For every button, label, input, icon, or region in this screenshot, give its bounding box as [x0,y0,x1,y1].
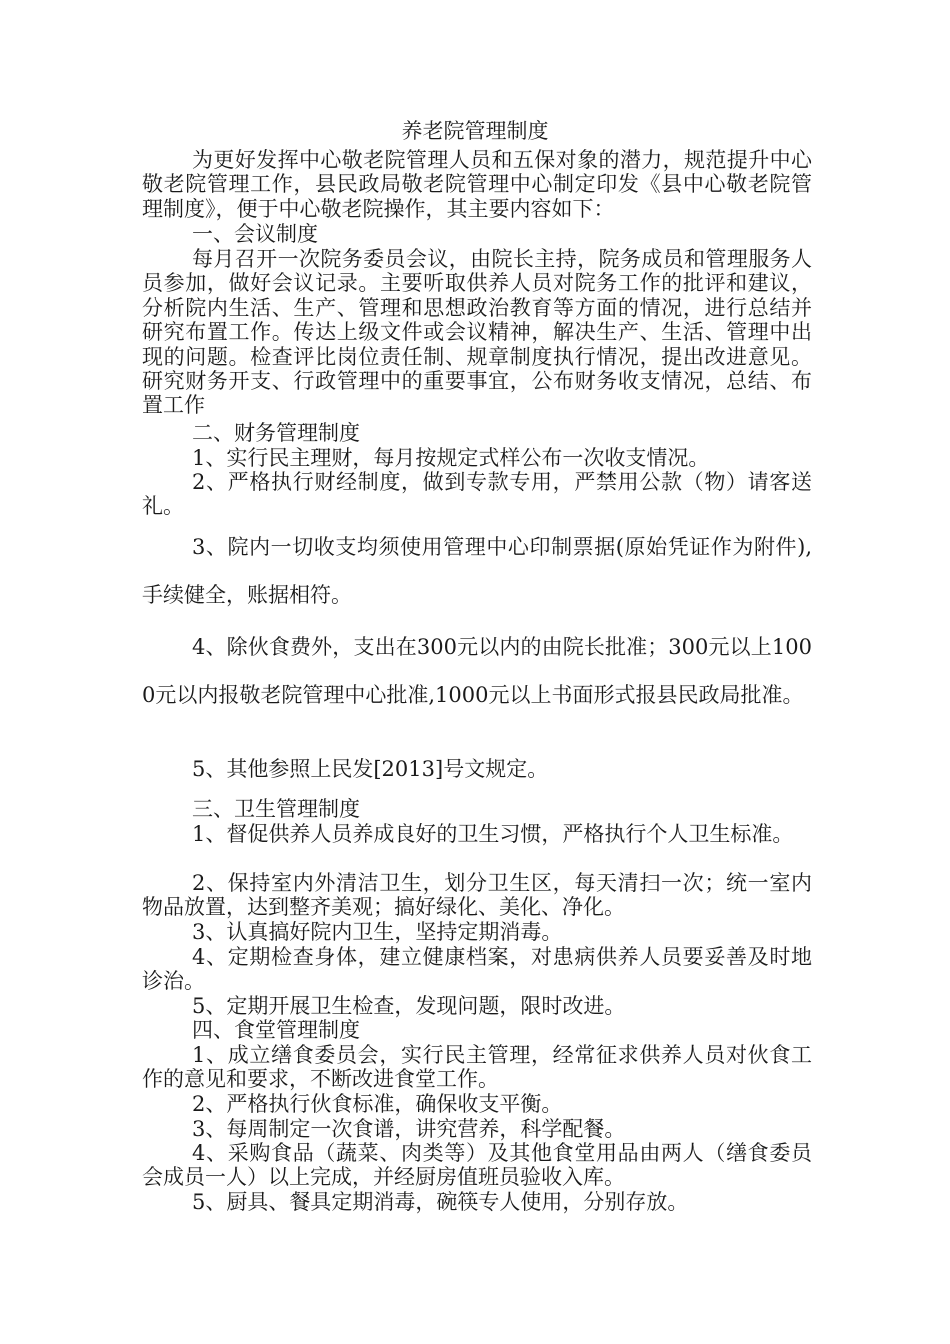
section-heading-hygiene: 三、卫生管理制度 [192,797,360,821]
finance-item-1: 1、实行民主理财，每月按规定式样公布一次收支情况。 [192,446,710,470]
finance-item-2: 2、严格执行财经制度，做到专款专用，严禁用公款（物）请客送礼。 [142,470,812,519]
hygiene-item-5: 5、定期开展卫生检查，发现问题，限时改进。 [192,994,626,1018]
canteen-item-1: 1、成立缮食委员会，实行民主管理，经常征求供养人员对伙食工作的意见和要求，不断改进食堂工作。 [142,1043,812,1092]
finance-item-4: 4、除伙食费外，支出在300元以内的由院长批准；300元以上1000元以内报敬老院管理中心批准,1000元以上书面形式报县民政局批准。 [142,635,812,707]
section-heading-canteen: 四、食堂管理制度 [192,1018,360,1042]
section-heading-finance: 二、财务管理制度 [192,421,360,445]
intro-paragraph: 为更好发挥中心敬老院管理人员和五保对象的潜力，规范提升中心敬老院管理工作，县民政局敬老院管理中心制定印发《县中心敬老院管理制度》，便于中心敬老院操作，其主要内容如下： [142,148,812,221]
canteen-item-2: 2、严格执行伙食标准，确保收支平衡。 [192,1092,563,1116]
document-title: 养老院管理制度 [401,119,549,143]
canteen-item-4: 4、采购食品（蔬菜、肉类等）及其他食堂用品由两人（缮食委员会成员一人）以上完成，并经厨房值班员验收入库。 [142,1141,812,1190]
finance-item-3: 3、院内一切收支均须使用管理中心印制票据(原始凭证作为附件),手续健全，账据相符。 [142,535,812,607]
hygiene-item-3: 3、认真搞好院内卫生，坚持定期消毒。 [192,920,563,944]
canteen-item-5: 5、厨具、餐具定期消毒，碗筷专人使用，分别存放。 [192,1190,689,1214]
hygiene-item-1: 1、督促供养人员养成良好的卫生习惯，严格执行个人卫生标准。 [192,822,794,846]
hygiene-item-2: 2、保持室内外清洁卫生，划分卫生区，每天清扫一次；统一室内物品放置，达到整齐美观；搞好绿化、美化、净化。 [142,871,812,920]
canteen-item-3: 3、每周制定一次食谱，讲究营养，科学配餐。 [192,1117,626,1141]
section-heading-meeting: 一、会议制度 [192,222,318,246]
meeting-paragraph: 每月召开一次院务委员会议，由院长主持，院务成员和管理服务人员参加，做好会议记录。主要听取供养人员对院务工作的批评和建议，分析院内生活、生产、管理和思想政治教育等方面的情况，进行总结并研究布置工作。传达上级文件或会议精神，解决生产、生活、管理中出现的问题。检查评比岗位责任制、规章制度执行情况，提出改进意见。研究财务开支、行政管理中的重要事宜，公布财务收支情况，总结、布置工作 [142,247,812,418]
hygiene-item-4: 4、定期检查身体，建立健康档案，对患病供养人员要妥善及时地诊治。 [142,945,812,994]
finance-item-5: 5、其他参照上民发[2013]号文规定。 [192,757,549,781]
